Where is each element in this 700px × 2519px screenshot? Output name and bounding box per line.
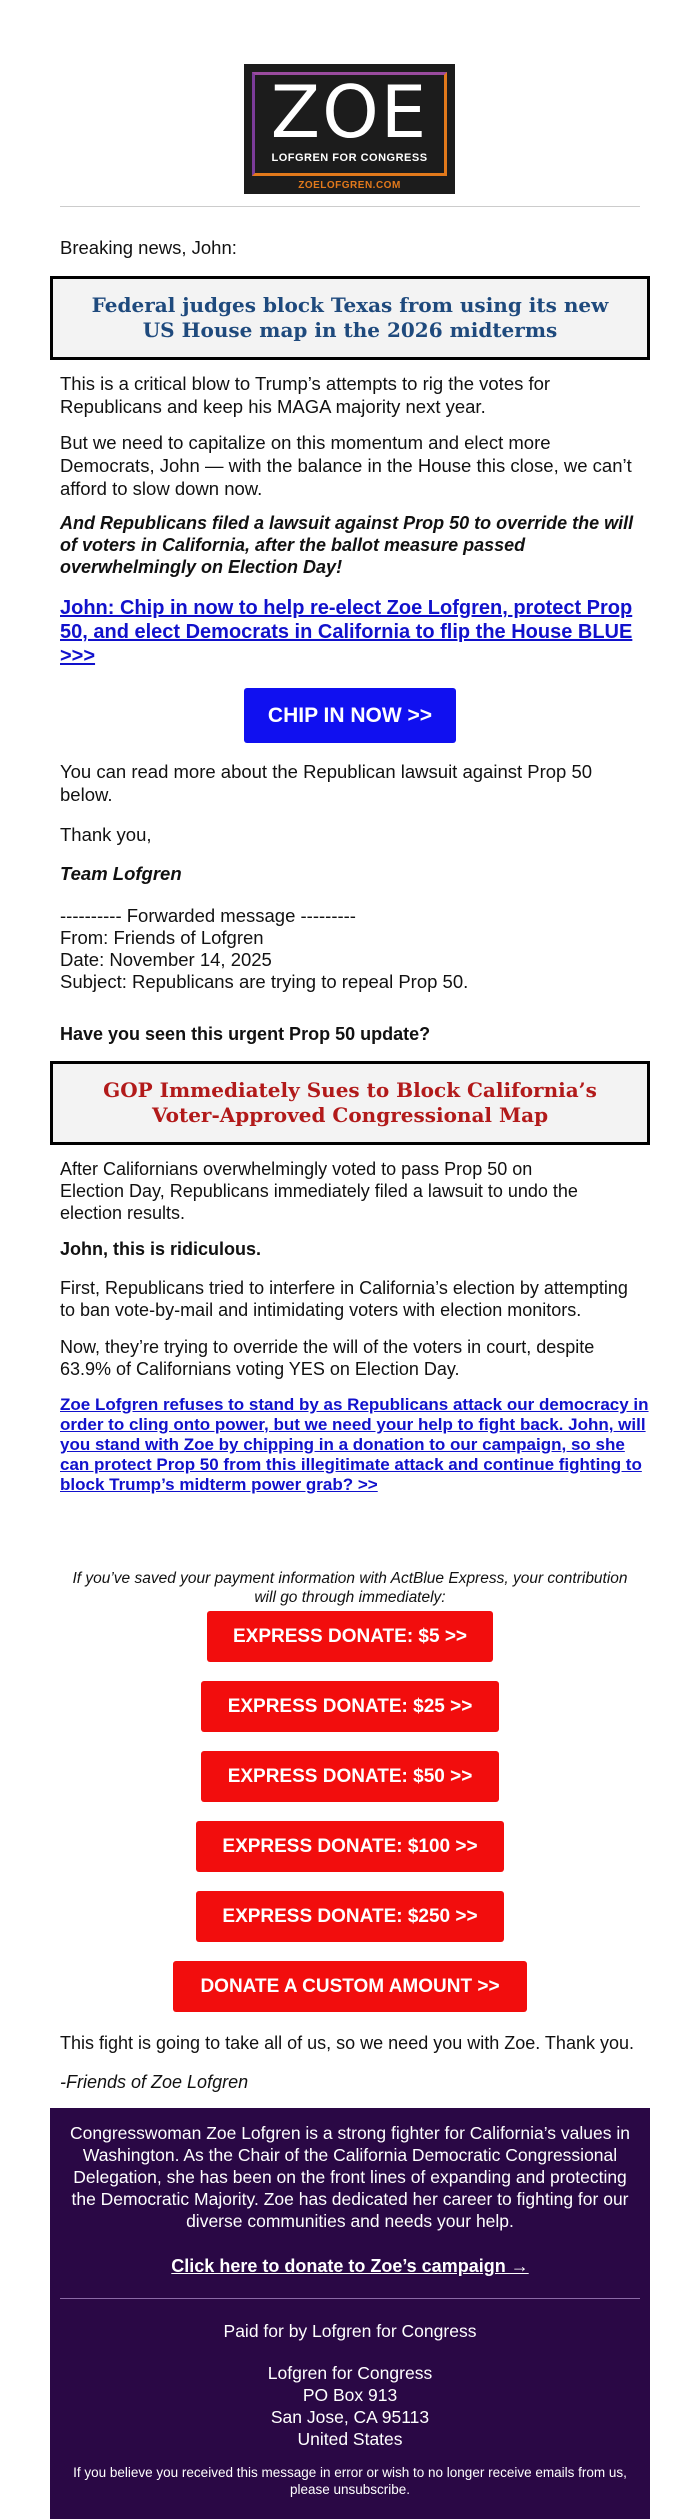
closing-paragraph: This fight is going to take all of us, so we need you with Zoe. Thank you.: [60, 2033, 634, 2053]
paragraph-override: Now, they’re trying to override the will of the voters in court, despite 63.9% of Californians voting YES on Election Day.: [60, 1337, 595, 1379]
footer-address-line: Lofgren for Congress: [267, 2363, 433, 2383]
logo-url: ZOELOFGREN.COM: [298, 180, 401, 191]
footer-bio: Congresswoman Zoe Lofgren is a strong fighter for California’s values in Washington. As the Chair of the California Democratic Congressional Delegation, she has been on the front lines of expanding and protecting the Democratic Majority. Zoe has dedicated her career to fighting for our diverse communities and needs your help.: [70, 2123, 630, 2231]
chip-in-button[interactable]: CHIP IN NOW >>: [244, 688, 456, 743]
headline-gop-sues: GOP Immediately Sues to Block California’s Voter-Approved Congressional Map: [50, 1061, 650, 1145]
forwarded-header: ---------- Forwarded message ---------: [60, 905, 356, 926]
footer: [50, 2108, 650, 2519]
donate-5-button[interactable]: EXPRESS DONATE: $5 >>: [207, 1611, 493, 1662]
paragraph-interfere: First, Republicans tried to interfere in California’s election by attempting to ban vote-by-mail and intimidating voters with election monitors.: [60, 1278, 628, 1320]
urgent-question: Have you seen this urgent Prop 50 update?: [60, 1024, 431, 1044]
paragraph-lawsuit: And Republicans filed a lawsuit against Prop 50 to override the will of voters in California, after the ballot measure passed overwhelmingly on Election Day!: [60, 513, 634, 577]
footer-divider: [60, 2298, 640, 2299]
donate-custom-button[interactable]: DONATE A CUSTOM AMOUNT >>: [173, 1961, 527, 2012]
paragraph-after-vote: After Californians overwhelmingly voted to pass Prop 50 on Election Day, Republicans immediately filed a lawsuit to undo the election results.: [60, 1159, 578, 1223]
greeting: Breaking news, John:: [60, 237, 237, 258]
stand-with-zoe-link[interactable]: Zoe Lofgren refuses to stand by as Republicans attack our democracy in order to cling onto power, but we need your help to fight back. John, will you stand with Zoe by chipping in a donation to our campaign, so she can protect Prop 50 from this illegitimate attack and continue fighting to block Trump’s midterm power grab? >>: [60, 1395, 649, 1494]
forwarded-from: From: Friends of Lofgren: [60, 927, 264, 948]
paragraph-read-more: You can read more about the Republican lawsuit against Prop 50 below.: [60, 761, 593, 805]
chip-in-link[interactable]: John: Chip in now to help re-elect Zoe Lofgren, protect Prop 50, and elect Democrats in California to flip the House BLUE >>>: [60, 597, 633, 667]
headline-texas: Federal judges block Texas from using its new US House map in the 2026 midterms: [50, 276, 650, 360]
actblue-note: If you’ve saved your payment information with ActBlue Express, your contribution will go through immediately:: [72, 1569, 628, 1606]
paragraph-ridiculous: John, this is ridiculous.: [60, 1239, 262, 1259]
donate-25-button[interactable]: EXPRESS DONATE: $25 >>: [201, 1681, 499, 1732]
donate-250-button[interactable]: EXPRESS DONATE: $250 >>: [196, 1891, 504, 1942]
donate-50-button[interactable]: EXPRESS DONATE: $50 >>: [201, 1751, 499, 1802]
footer-address-line: PO Box 913: [302, 2385, 398, 2405]
footer-donate-link[interactable]: Click here to donate to Zoe’s campaign →: [171, 2256, 529, 2276]
footer-address-line: San Jose, CA 95113: [270, 2407, 430, 2427]
paragraph-capitalize: But we need to capitalize on this momentum and elect more Democrats, John — with the balance in the House this close, we can’t afford to slow down now.: [60, 432, 632, 499]
forwarded-date: Date: November 14, 2025: [60, 949, 272, 970]
closing-signature: -Friends of Zoe Lofgren: [60, 2072, 249, 2092]
paragraph-critical-blow: This is a critical blow to Trump’s attempts to rig the votes for Republicans and keep his MAGA majority next year.: [60, 373, 551, 417]
footer-address-line: United States: [297, 2429, 403, 2449]
logo-name: ZOE: [270, 70, 429, 154]
signature-team: Team Lofgren: [60, 863, 182, 884]
thank-you: Thank you,: [60, 824, 152, 845]
forwarded-subject: Subject: Republicans are trying to repeal Prop 50.: [60, 971, 469, 992]
footer-paid-for: Paid for by Lofgren for Congress: [223, 2321, 477, 2341]
header-divider: [60, 206, 640, 207]
donate-100-button[interactable]: EXPRESS DONATE: $100 >>: [196, 1821, 504, 1872]
footer-unsubscribe[interactable]: If you believe you received this message in error or wish to no longer receive emails from us, please unsubscribe.: [73, 2465, 627, 2497]
logo-tagline: LOFGREN FOR CONGRESS: [271, 152, 428, 164]
campaign-logo[interactable]: [244, 64, 455, 194]
